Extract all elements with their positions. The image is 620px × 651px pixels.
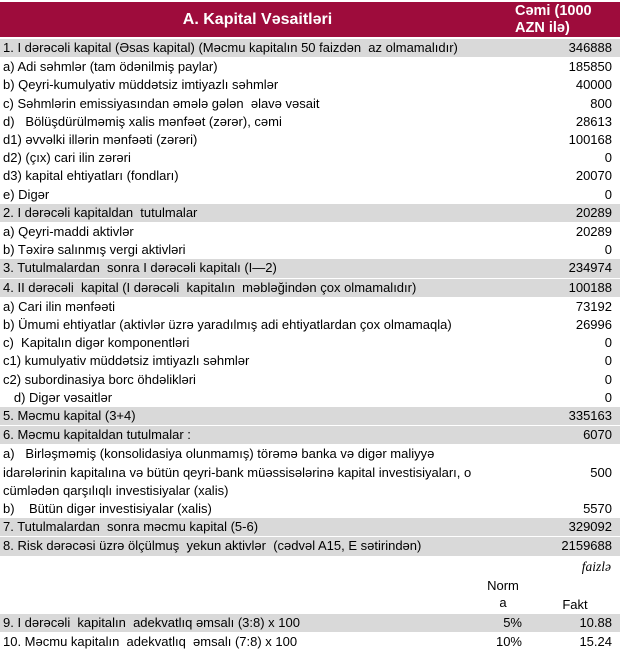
row-value: 0 bbox=[604, 186, 612, 202]
fakt-column-header-text: Fakt bbox=[562, 596, 588, 612]
row-value: 0 bbox=[604, 242, 612, 258]
ratio-row-norma-value: 10% bbox=[495, 633, 522, 649]
table-row bbox=[0, 352, 620, 370]
table-row bbox=[0, 518, 620, 537]
norma-column-header-text: Norma bbox=[487, 577, 519, 611]
page-title bbox=[0, 2, 515, 37]
row-value: 346888 bbox=[568, 40, 612, 55]
table-body bbox=[0, 39, 620, 557]
row-label: b) Qeyri-kumulyativ müddətsiz imtiyazlı səhmlər bbox=[3, 77, 279, 93]
table-row bbox=[0, 204, 620, 223]
table-row bbox=[0, 334, 620, 352]
row-value: 2159688 bbox=[561, 538, 612, 554]
row-value: 100168 bbox=[568, 132, 612, 148]
table-row bbox=[0, 407, 620, 426]
page-title-text: A. Kapital Vəsaitləri bbox=[182, 10, 333, 28]
row-label: d) Bölüşdürülməmiş xalis mənfəət (zərər), cəmi bbox=[3, 113, 282, 129]
row-label: d) Digər vəsaitlər bbox=[3, 389, 113, 405]
row-value: 335163 bbox=[568, 408, 612, 424]
table-row bbox=[0, 389, 620, 407]
row-label: b) Bütün digər investisiyalar (xalis) bbox=[3, 501, 212, 517]
row-label: c1) kumulyativ müddətsiz imtiyazlı səhmlər bbox=[3, 353, 250, 369]
table-row bbox=[0, 426, 620, 445]
ratio-table-row bbox=[0, 614, 620, 633]
row-value: 100188 bbox=[568, 279, 612, 295]
ratio-row-label: 10. Məcmu kapitalın adekvatlıq əmsalı (7:8) x 100 bbox=[3, 633, 298, 649]
row-label: a) Qeyri-maddi aktivlər bbox=[3, 224, 134, 240]
row-label: c) Səhmlərin emissiyasından əmələ gələn əlavə vəsait bbox=[3, 95, 320, 111]
row-value: 26996 bbox=[575, 317, 612, 333]
row-value: 73192 bbox=[575, 298, 612, 314]
row-label: 8. Risk dərəcəsi üzrə ölçülmuş yekun aktivlər (cədvəl A15, E sətirindən) bbox=[3, 538, 422, 554]
table-row bbox=[0, 76, 620, 94]
table-row bbox=[0, 500, 620, 518]
table-row bbox=[0, 223, 620, 241]
row-label: a) Birləşməmiş (konsolidasiya olunmamış) törəmə banka və digər maliyyə idarələrinin kapitalına və bütün qeyri-bank müəssisələrinə kapital investisiyaları, o cümlədən qarşılıqlı investisiyalar (xalis) bbox=[3, 446, 475, 498]
row-label: d1) əvvəlki illərin mənfəəti (zərəri) bbox=[3, 132, 198, 148]
table-row bbox=[0, 241, 620, 259]
row-value: 500 bbox=[590, 464, 612, 480]
table-row bbox=[0, 167, 620, 185]
unit-column-header bbox=[515, 2, 620, 37]
percent-note-text: faizlə bbox=[581, 558, 611, 574]
table-row bbox=[0, 39, 620, 58]
row-label: a) Adi səhmlər (tam ödənilmiş paylar) bbox=[3, 59, 218, 75]
table-row bbox=[0, 445, 620, 500]
table-header bbox=[0, 2, 620, 39]
table-row bbox=[0, 259, 620, 278]
ratio-row-fakt-value: 10.88 bbox=[579, 614, 612, 630]
row-value: 20070 bbox=[575, 168, 612, 184]
norma-column-header bbox=[440, 577, 530, 612]
row-label: 2. I dərəcəli kapitaldan tutulmalar bbox=[3, 204, 198, 220]
capital-report-table bbox=[0, 2, 620, 651]
table-row bbox=[0, 371, 620, 389]
table-row bbox=[0, 279, 620, 298]
row-label: e) Digər bbox=[3, 186, 50, 202]
row-label: 5. Məcmu kapital (3+4) bbox=[3, 408, 136, 424]
row-value: 40000 bbox=[575, 77, 612, 93]
row-label: 1. I dərəcəli kapital (Əsas kapital) (Məcmu kapitalın 50 faizdən az olmamalıdır) bbox=[3, 40, 458, 55]
row-label: 7. Tutulmalardan sonra məcmu kapital (5-6) bbox=[3, 519, 259, 535]
row-value: 234974 bbox=[568, 260, 612, 276]
row-value: 20289 bbox=[575, 204, 612, 220]
table-row bbox=[0, 316, 620, 334]
row-value: 0 bbox=[604, 371, 612, 387]
row-label: 4. II dərəcəli kapital (I dərəcəli kapitalın məbləğindən çox olmamalıdır) bbox=[3, 279, 417, 295]
row-value: 0 bbox=[604, 353, 612, 369]
row-value: 0 bbox=[604, 150, 612, 166]
table-row bbox=[0, 149, 620, 167]
row-value: 800 bbox=[590, 95, 612, 111]
table-row bbox=[0, 298, 620, 316]
row-label: b) Təxirə salınmış vergi aktivləri bbox=[3, 242, 186, 258]
table-row bbox=[0, 186, 620, 204]
row-label: d2) (çıx) cari ilin zərəri bbox=[3, 150, 131, 166]
ratio-table-row bbox=[0, 633, 620, 651]
table-row bbox=[0, 95, 620, 113]
row-label: c2) subordinasiya borc öhdəlikləri bbox=[3, 371, 196, 387]
row-label: 6. Məcmu kapitaldan tutulmalar : bbox=[3, 427, 191, 443]
ratio-table-body bbox=[0, 614, 620, 651]
row-value: 185850 bbox=[568, 59, 612, 75]
row-value: 20289 bbox=[575, 224, 612, 240]
ratio-column-headers bbox=[0, 576, 620, 614]
row-label: d3) kapital ehtiyatları (fondları) bbox=[3, 168, 179, 184]
row-value: 28613 bbox=[575, 113, 612, 129]
row-label: 3. Tutulmalardan sonra I dərəcəli kapitalı (I—2) bbox=[3, 260, 277, 276]
ratio-row-label: 9. I dərəcəli kapitalın adekvatlıq əmsalı (3:8) x 100 bbox=[3, 614, 300, 630]
row-value: 6070 bbox=[583, 427, 612, 443]
row-value: 0 bbox=[604, 389, 612, 405]
table-row bbox=[0, 58, 620, 76]
row-value: 329092 bbox=[568, 519, 612, 535]
row-value: 0 bbox=[604, 335, 612, 351]
ratio-row-fakt-value: 15.24 bbox=[579, 633, 612, 649]
ratio-row-norma-value: 5% bbox=[503, 614, 522, 630]
table-row bbox=[0, 537, 620, 556]
percent-note bbox=[0, 557, 620, 576]
row-value: 5570 bbox=[583, 501, 612, 517]
row-label: b) Ümumi ehtiyatlar (aktivlər üzrə yaradılmış adi ehtiyatlardan çox olmamaqla) bbox=[3, 317, 452, 333]
fakt-column-header bbox=[530, 597, 620, 612]
row-label: c) Kapitalın digər komponentləri bbox=[3, 335, 190, 351]
row-label: a) Cari ilin mənfəəti bbox=[3, 298, 115, 314]
table-row bbox=[0, 131, 620, 149]
unit-column-header-text: Cəmi (1000 AZN ilə) bbox=[515, 3, 592, 36]
table-row bbox=[0, 113, 620, 131]
